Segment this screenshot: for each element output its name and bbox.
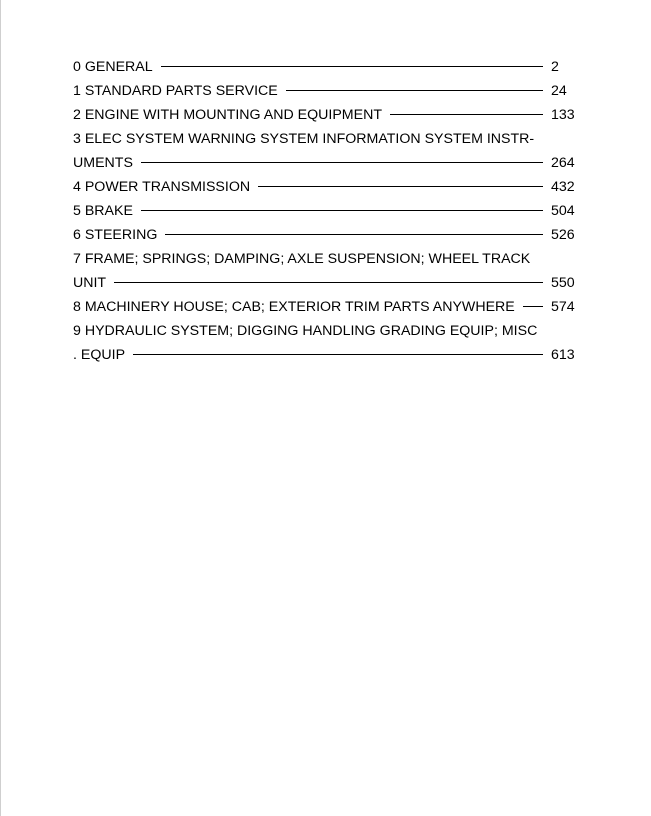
toc-page-number: 24 <box>551 83 567 99</box>
toc-page-number: 574 <box>551 299 575 315</box>
toc-page-number: 264 <box>551 155 575 171</box>
toc-entry-label: 1 STANDARD PARTS SERVICE <box>73 83 278 99</box>
toc-entry-label: UMENTS <box>73 155 133 171</box>
toc-entry-power-transmission[interactable] <box>73 175 575 199</box>
toc-leader-line <box>390 114 543 115</box>
toc-page-number: 550 <box>551 275 575 291</box>
toc-entry-label: 8 MACHINERY HOUSE; CAB; EXTERIOR TRIM PARTS ANYWHERE <box>73 299 515 315</box>
toc-entry-steering[interactable] <box>73 223 575 247</box>
table-of-contents <box>73 55 575 367</box>
toc-line <box>73 175 575 199</box>
toc-leader-line <box>133 354 543 355</box>
toc-entry-label: 5 BRAKE <box>73 203 133 219</box>
toc-entry-label-wrapped: 3 ELEC SYSTEM WARNING SYSTEM INFORMATION SYSTEM INSTR- <box>73 131 535 147</box>
toc-entry-label: . EQUIP <box>73 347 126 363</box>
toc-leader-line <box>161 66 543 67</box>
toc-line <box>73 151 575 175</box>
toc-line <box>73 103 575 127</box>
toc-entry-standard-parts-service[interactable] <box>73 79 575 103</box>
toc-page-number: 613 <box>551 347 575 363</box>
toc-line <box>73 295 575 319</box>
toc-line <box>73 271 575 295</box>
toc-entry-label-wrapped: 9 HYDRAULIC SYSTEM; DIGGING HANDLING GRADING EQUIP; MISC <box>73 323 538 339</box>
toc-leader-line <box>165 234 543 235</box>
toc-entry-general[interactable] <box>73 55 575 79</box>
toc-page-number: 432 <box>551 179 575 195</box>
toc-leader-line <box>141 162 543 163</box>
toc-page-number: 526 <box>551 227 575 243</box>
toc-entry-label: 0 GENERAL <box>73 59 153 75</box>
toc-page-number: 2 <box>551 59 559 75</box>
toc-leader-line <box>286 90 543 91</box>
toc-entry-label: 2 ENGINE WITH MOUNTING AND EQUIPMENT <box>73 107 382 123</box>
toc-page-number: 504 <box>551 203 575 219</box>
toc-entry-frame[interactable] <box>73 247 575 295</box>
toc-leader-line <box>141 210 543 211</box>
toc-entry-elec-system[interactable] <box>73 127 575 175</box>
toc-entry-brake[interactable] <box>73 199 575 223</box>
toc-line <box>73 223 575 247</box>
toc-entry-label: 4 POWER TRANSMISSION <box>73 179 251 195</box>
toc-entry-label-wrapped: 7 FRAME; SPRINGS; DAMPING; AXLE SUSPENSION; WHEEL TRACK <box>73 251 531 267</box>
toc-entry-label: UNIT <box>73 275 107 291</box>
toc-entry-engine[interactable] <box>73 103 575 127</box>
toc-line <box>73 199 575 223</box>
toc-entry-hydraulic-system[interactable] <box>73 319 575 367</box>
toc-entry-label: 6 STEERING <box>73 227 158 243</box>
toc-line <box>73 79 575 103</box>
toc-line <box>73 343 575 367</box>
toc-leader-line <box>258 186 543 187</box>
toc-line <box>73 55 575 79</box>
toc-page-number: 133 <box>551 107 575 123</box>
toc-leader-line <box>114 282 543 283</box>
toc-entry-machinery-house[interactable] <box>73 295 575 319</box>
toc-leader-line <box>523 306 543 307</box>
